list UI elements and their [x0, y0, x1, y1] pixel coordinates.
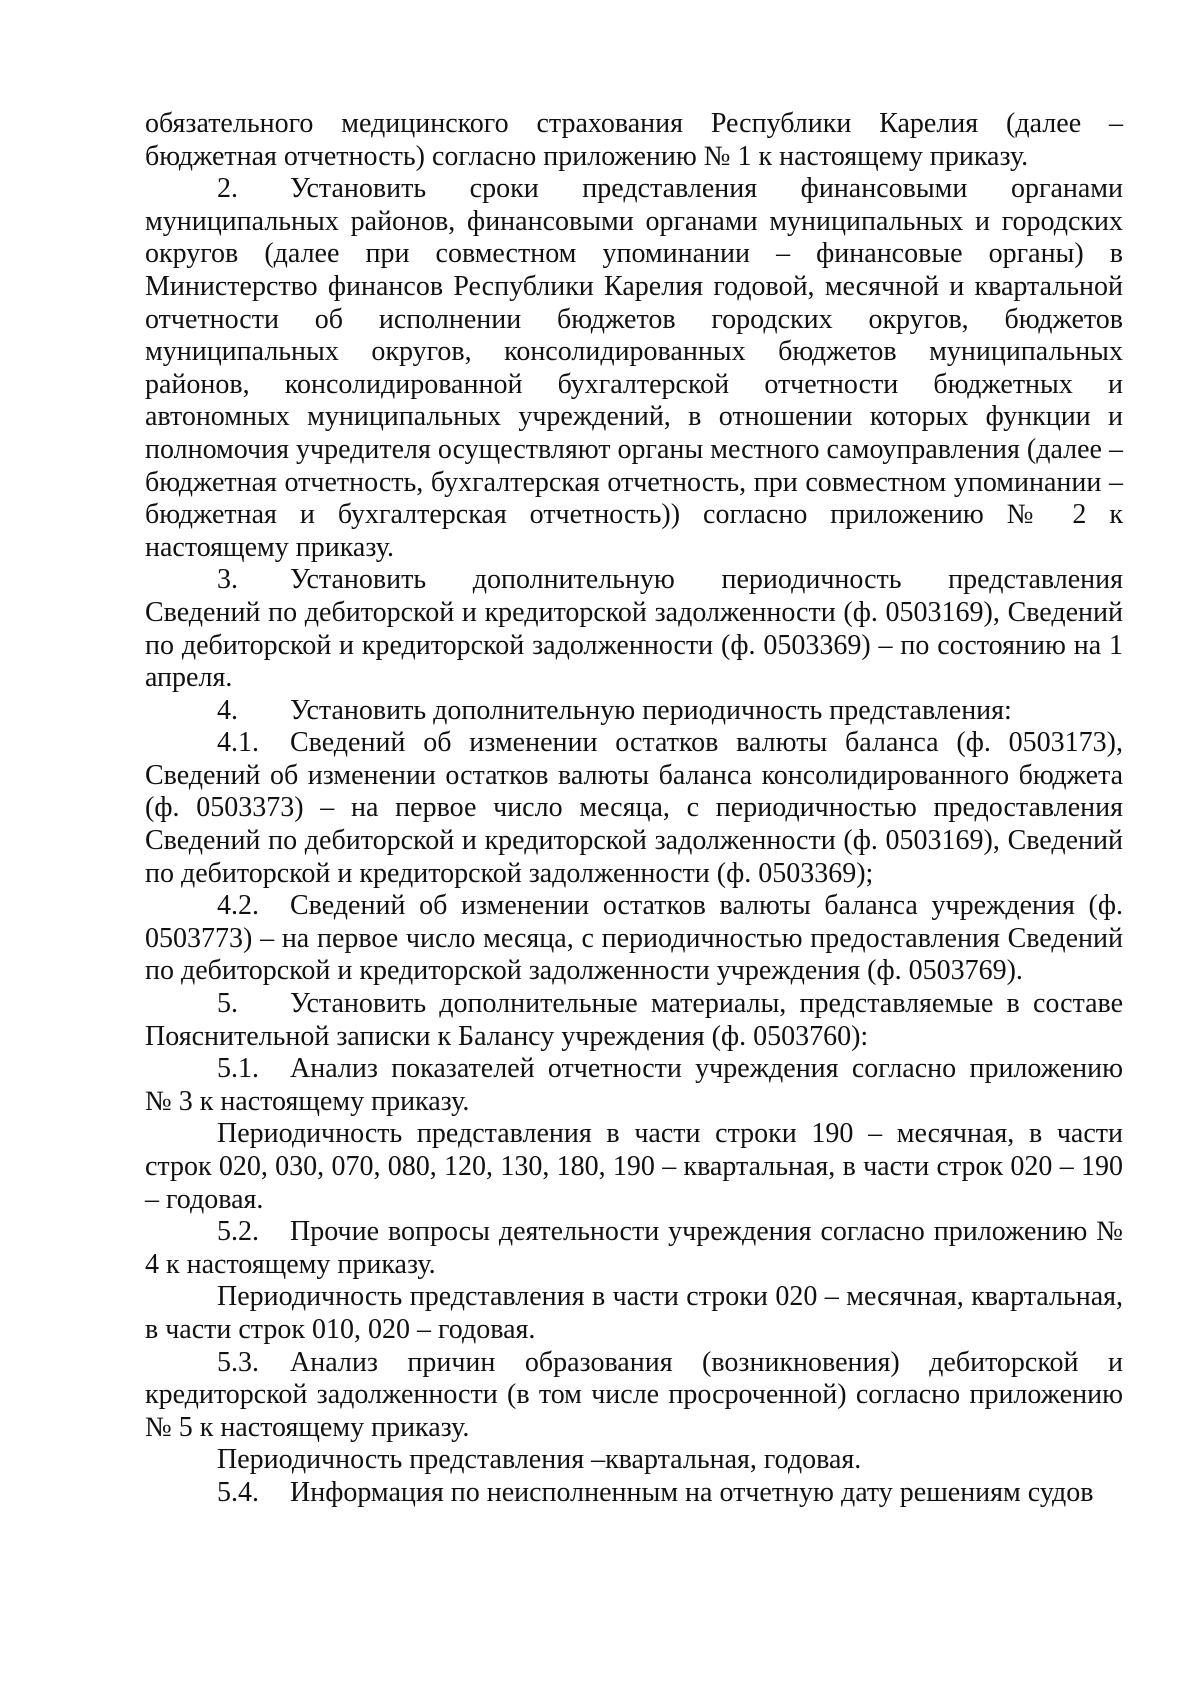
- paragraph-text: Анализ причин образования (возникновения) дебиторской и кредиторской задолженности (в том числе просроченной) согласно приложению № 5 к настоящему приказу.: [145, 1346, 1123, 1443]
- paragraph-text: Периодичность представления в части строки 190 – месячная, в части строк 020, 030, 070, 080, 120, 130, 180, 190 – квартальная, в части строк 020 – 190 – годовая.: [145, 1118, 1123, 1215]
- paragraph-text: Установить дополнительную периодичность представления Сведений по дебиторской и кредиторской задолженности (ф. 0503169), Сведений по дебиторской и кредиторской задолженности (ф. 0503369) – по состоянию на 1 апреля.: [145, 564, 1123, 694]
- item-number: 5.3.: [217, 1346, 259, 1378]
- item-number: 4.1.: [217, 727, 259, 759]
- item-number: 5.1.: [217, 1053, 259, 1085]
- paragraph-text: Установить дополнительную периодичность представления:: [290, 694, 1012, 726]
- item-number: 4.: [217, 694, 238, 726]
- paragraph-text: Периодичность представления –квартальная, годовая.: [217, 1444, 862, 1476]
- paragraph-text: Сведений об изменении остатков валюты баланса (ф. 0503173), Сведений об изменении остатков валюты баланса консолидированного бюджета (ф. 0503373) – на первое число месяца, с периодичностью предоставления Сведений по дебиторской и кредиторской задолженности (ф. 0503169), Сведений по дебиторской и кредиторской задолженности (ф. 0503369);: [145, 727, 1123, 889]
- item-number: 2.: [217, 173, 238, 205]
- paragraph-5-1-periodicity: [145, 1118, 1123, 1216]
- paragraph-4: [145, 695, 1123, 728]
- item-number: 5.: [217, 988, 238, 1020]
- item-number: 3.: [217, 564, 238, 596]
- paragraph-4-1: [145, 727, 1123, 890]
- paragraph-text: Анализ показателей отчетности учреждения согласно приложению № 3 к настоящему приказу.: [145, 1053, 1123, 1117]
- paragraph-continuation: [145, 108, 1123, 173]
- paragraph-5-2-periodicity: [145, 1281, 1123, 1346]
- paragraph-text: обязательного медицинского страхования Республики Карелия (далее – бюджетная отчетность) согласно приложению № 1 к настоящему приказу.: [145, 108, 1123, 172]
- paragraph-5-4: [145, 1477, 1123, 1510]
- paragraph-text: Информация по неисполненным на отчетную дату решениям судов: [290, 1476, 1094, 1508]
- document-body: [145, 108, 1123, 1510]
- item-number: 4.2.: [217, 890, 259, 922]
- paragraph-5-2: [145, 1216, 1123, 1281]
- paragraph-text: Периодичность представления в части строки 020 – месячная, квартальная, в части строк 010, 020 – годовая.: [145, 1281, 1123, 1345]
- paragraph-5-3: [145, 1347, 1123, 1445]
- paragraph-5: [145, 988, 1123, 1053]
- item-number: 5.4.: [217, 1476, 259, 1508]
- paragraph-5-1: [145, 1053, 1123, 1118]
- paragraph-text: Установить дополнительные материалы, представляемые в составе Пояснительной записки к Балансу учреждения (ф. 0503760):: [145, 988, 1123, 1052]
- paragraph-3: [145, 564, 1123, 694]
- paragraph-2: [145, 173, 1123, 564]
- paragraph-5-3-periodicity: [145, 1444, 1123, 1477]
- paragraph-text: Установить сроки представления финансовыми органами муниципальных районов, финансовыми органами муниципальных и городских округов (далее при совместном упоминании – финансовые органы) в Министерство финансов Республики Карелия годовой, месячной и квартальной отчетности об исполнении бюджетов городских округов, бюджетов муниципальных округов, консолидированных бюджетов муниципальных районов, консолидированной бухгалтерской отчетности бюджетных и автономных муниципальных учреждений, в отношении которых функции и полномочия учредителя осуществляют органы местного самоуправления (далее – бюджетная отчетность, бухгалтерская отчетность, при совместном упоминании – бюджетная и бухгалтерская отчетность)) согласно приложению № 2 к настоящему приказу.: [145, 173, 1123, 563]
- paragraph-text: Сведений об изменении остатков валюты баланса учреждения (ф. 0503773) – на первое число месяца, с периодичностью предоставления Сведений по дебиторской и кредиторской задолженности учреждения (ф. 0503769).: [145, 890, 1123, 987]
- item-number: 5.2.: [217, 1216, 259, 1248]
- paragraph-text: Прочие вопросы деятельности учреждения согласно приложению № 4 к настоящему приказу.: [145, 1216, 1123, 1280]
- paragraph-4-2: [145, 890, 1123, 988]
